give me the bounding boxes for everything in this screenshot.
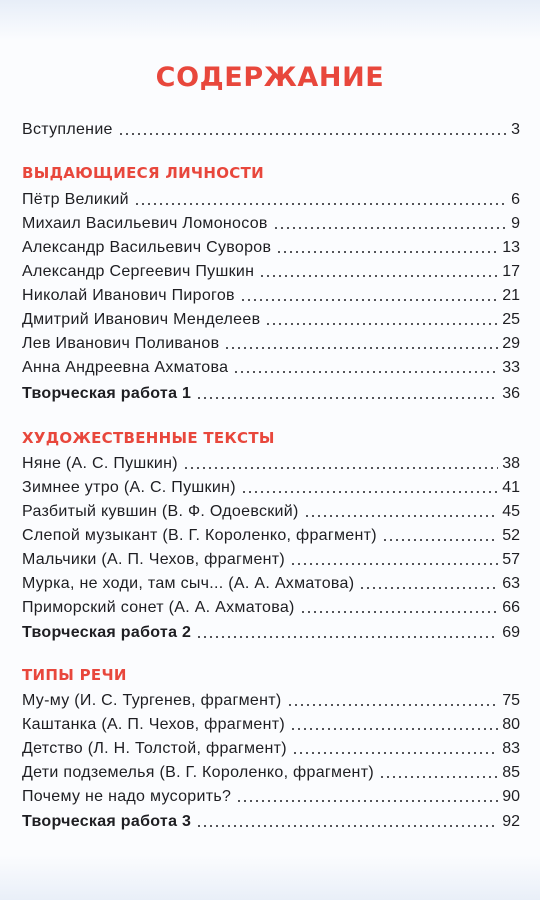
toc-leader-dots [276,251,498,253]
toc-entry-text: Каштанка (А. П. Чехов, фрагмент) [22,716,286,733]
toc-row [22,785,520,807]
toc-page-number: 3 [511,121,520,138]
toc-page-number: 66 [502,599,520,616]
toc-entry-text: Приморский сонет (А. А. Ахматова) [22,599,295,616]
toc-row [22,761,520,783]
toc-entry-text: Творческая работа 3 [22,813,192,830]
toc-leader-dots [300,611,499,613]
toc-entry-text: Творческая работа 1 [22,385,192,402]
toc-entry-text: Детство (Л. Н. Толстой, фрагмент) [22,740,287,757]
toc-leader-dots [265,323,498,325]
toc-row-creative-work [22,621,520,643]
toc-leader-dots [259,275,498,277]
toc-page-number: 21 [502,287,520,304]
toc-leader-dots [241,491,498,493]
toc-page-number: 38 [502,455,520,472]
toc-row [22,572,520,594]
toc-entry-text: Мурка, не ходи, там сыч... (А. А. Ахматова) [22,575,355,592]
toc-row [22,596,520,618]
toc-entry-text: Няне (А. С. Пушкин) [22,455,178,472]
toc-page-number: 13 [502,239,520,256]
toc-row [22,737,520,759]
toc-leader-dots [196,397,498,399]
toc-entry-text: Зимнее утро (А. С. Пушкин) [22,479,236,496]
toc-entry-text: Почему не надо мусорить? [22,788,232,805]
toc-row [22,212,520,234]
toc-entry-text: Николай Иванович Пирогов [22,287,235,304]
toc-row [22,332,520,354]
toc-page-number: 92 [502,813,520,830]
toc-row-intro [22,118,520,140]
toc-row [22,452,520,474]
toc-row [22,188,520,210]
toc-page-number: 85 [502,764,520,781]
toc-row [22,689,520,711]
toc-entry-text: Александр Сергеевич Пушкин [22,263,255,280]
toc-leader-dots [236,800,498,802]
toc-entry-text: Лев Иванович Поливанов [22,335,220,352]
toc-page-number: 75 [502,692,520,709]
toc-leader-dots [224,347,498,349]
toc-leader-dots [382,539,498,541]
toc-leader-dots [359,587,498,589]
toc-row [22,284,520,306]
toc-leader-dots [134,203,507,205]
toc-page-number: 52 [502,527,520,544]
toc-leader-dots [196,636,498,638]
toc-page-number: 33 [502,359,520,376]
toc-page-number: 29 [502,335,520,352]
toc-leader-dots [273,227,507,229]
toc-row [22,236,520,258]
page-top-edge [0,0,540,40]
toc-leader-dots [290,728,498,730]
toc-entry-text: Му-му (И. С. Тургенев, фрагмент) [22,692,282,709]
toc-page-number: 41 [502,479,520,496]
toc-entry-text: Пётр Великий [22,191,129,208]
toc-entry-text: Александр Васильевич Суворов [22,239,272,256]
toc-row [22,260,520,282]
section-heading-personalities: ВЫДАЮЩИЕСЯ ЛИЧНОСТИ [22,164,264,182]
toc-leader-dots [290,563,498,565]
toc-page-number: 25 [502,311,520,328]
toc-row-creative-work [22,382,520,404]
toc-page-number: 69 [502,624,520,641]
toc-entry-text: Слепой музыкант (В. Г. Короленко, фрагмент) [22,527,377,544]
toc-page-number: 57 [502,551,520,568]
section-heading-literary-texts: ХУДОЖЕСТВЕННЫЕ ТЕКСТЫ [22,429,275,447]
page-bottom-edge [0,855,540,900]
toc-leader-dots [240,299,498,301]
toc-leader-dots [379,776,498,778]
toc-page-number: 80 [502,716,520,733]
toc-entry-text: Мальчики (А. П. Чехов, фрагмент) [22,551,286,568]
toc-page-number: 17 [502,263,520,280]
toc-leader-dots [304,515,499,517]
section-heading-speech-types: ТИПЫ РЕЧИ [22,666,127,684]
toc-row [22,476,520,498]
toc-page-number: 63 [502,575,520,592]
toc-entry-text: Творческая работа 2 [22,624,192,641]
toc-row [22,308,520,330]
toc-entry-text: Анна Андреевна Ахматова [22,359,229,376]
page-title: СОДЕРЖАНИЕ [155,62,385,93]
toc-page-number: 45 [502,503,520,520]
toc-row [22,500,520,522]
toc-row [22,356,520,378]
toc-page-number: 83 [502,740,520,757]
toc-entry-text: Вступление [22,121,113,138]
toc-row-creative-work [22,810,520,832]
toc-leader-dots [287,704,499,706]
toc-page-number: 6 [511,191,520,208]
toc-entry-text: Разбитый кувшин (В. Ф. Одоевский) [22,503,299,520]
toc-leader-dots [183,467,498,469]
toc-row [22,524,520,546]
toc-entry-text: Дмитрий Иванович Менделеев [22,311,261,328]
toc-row [22,548,520,570]
toc-leader-dots [292,752,498,754]
toc-entry-text: Дети подземелья (В. Г. Короленко, фрагмент) [22,764,374,781]
toc-leader-dots [196,825,498,827]
toc-row [22,713,520,735]
toc-page-number: 9 [511,215,520,232]
toc-page-number: 36 [502,385,520,402]
toc-entry-text: Михаил Васильевич Ломоносов [22,215,268,232]
toc-page-number: 90 [502,788,520,805]
toc-leader-dots [233,371,498,373]
toc-leader-dots [118,133,507,135]
